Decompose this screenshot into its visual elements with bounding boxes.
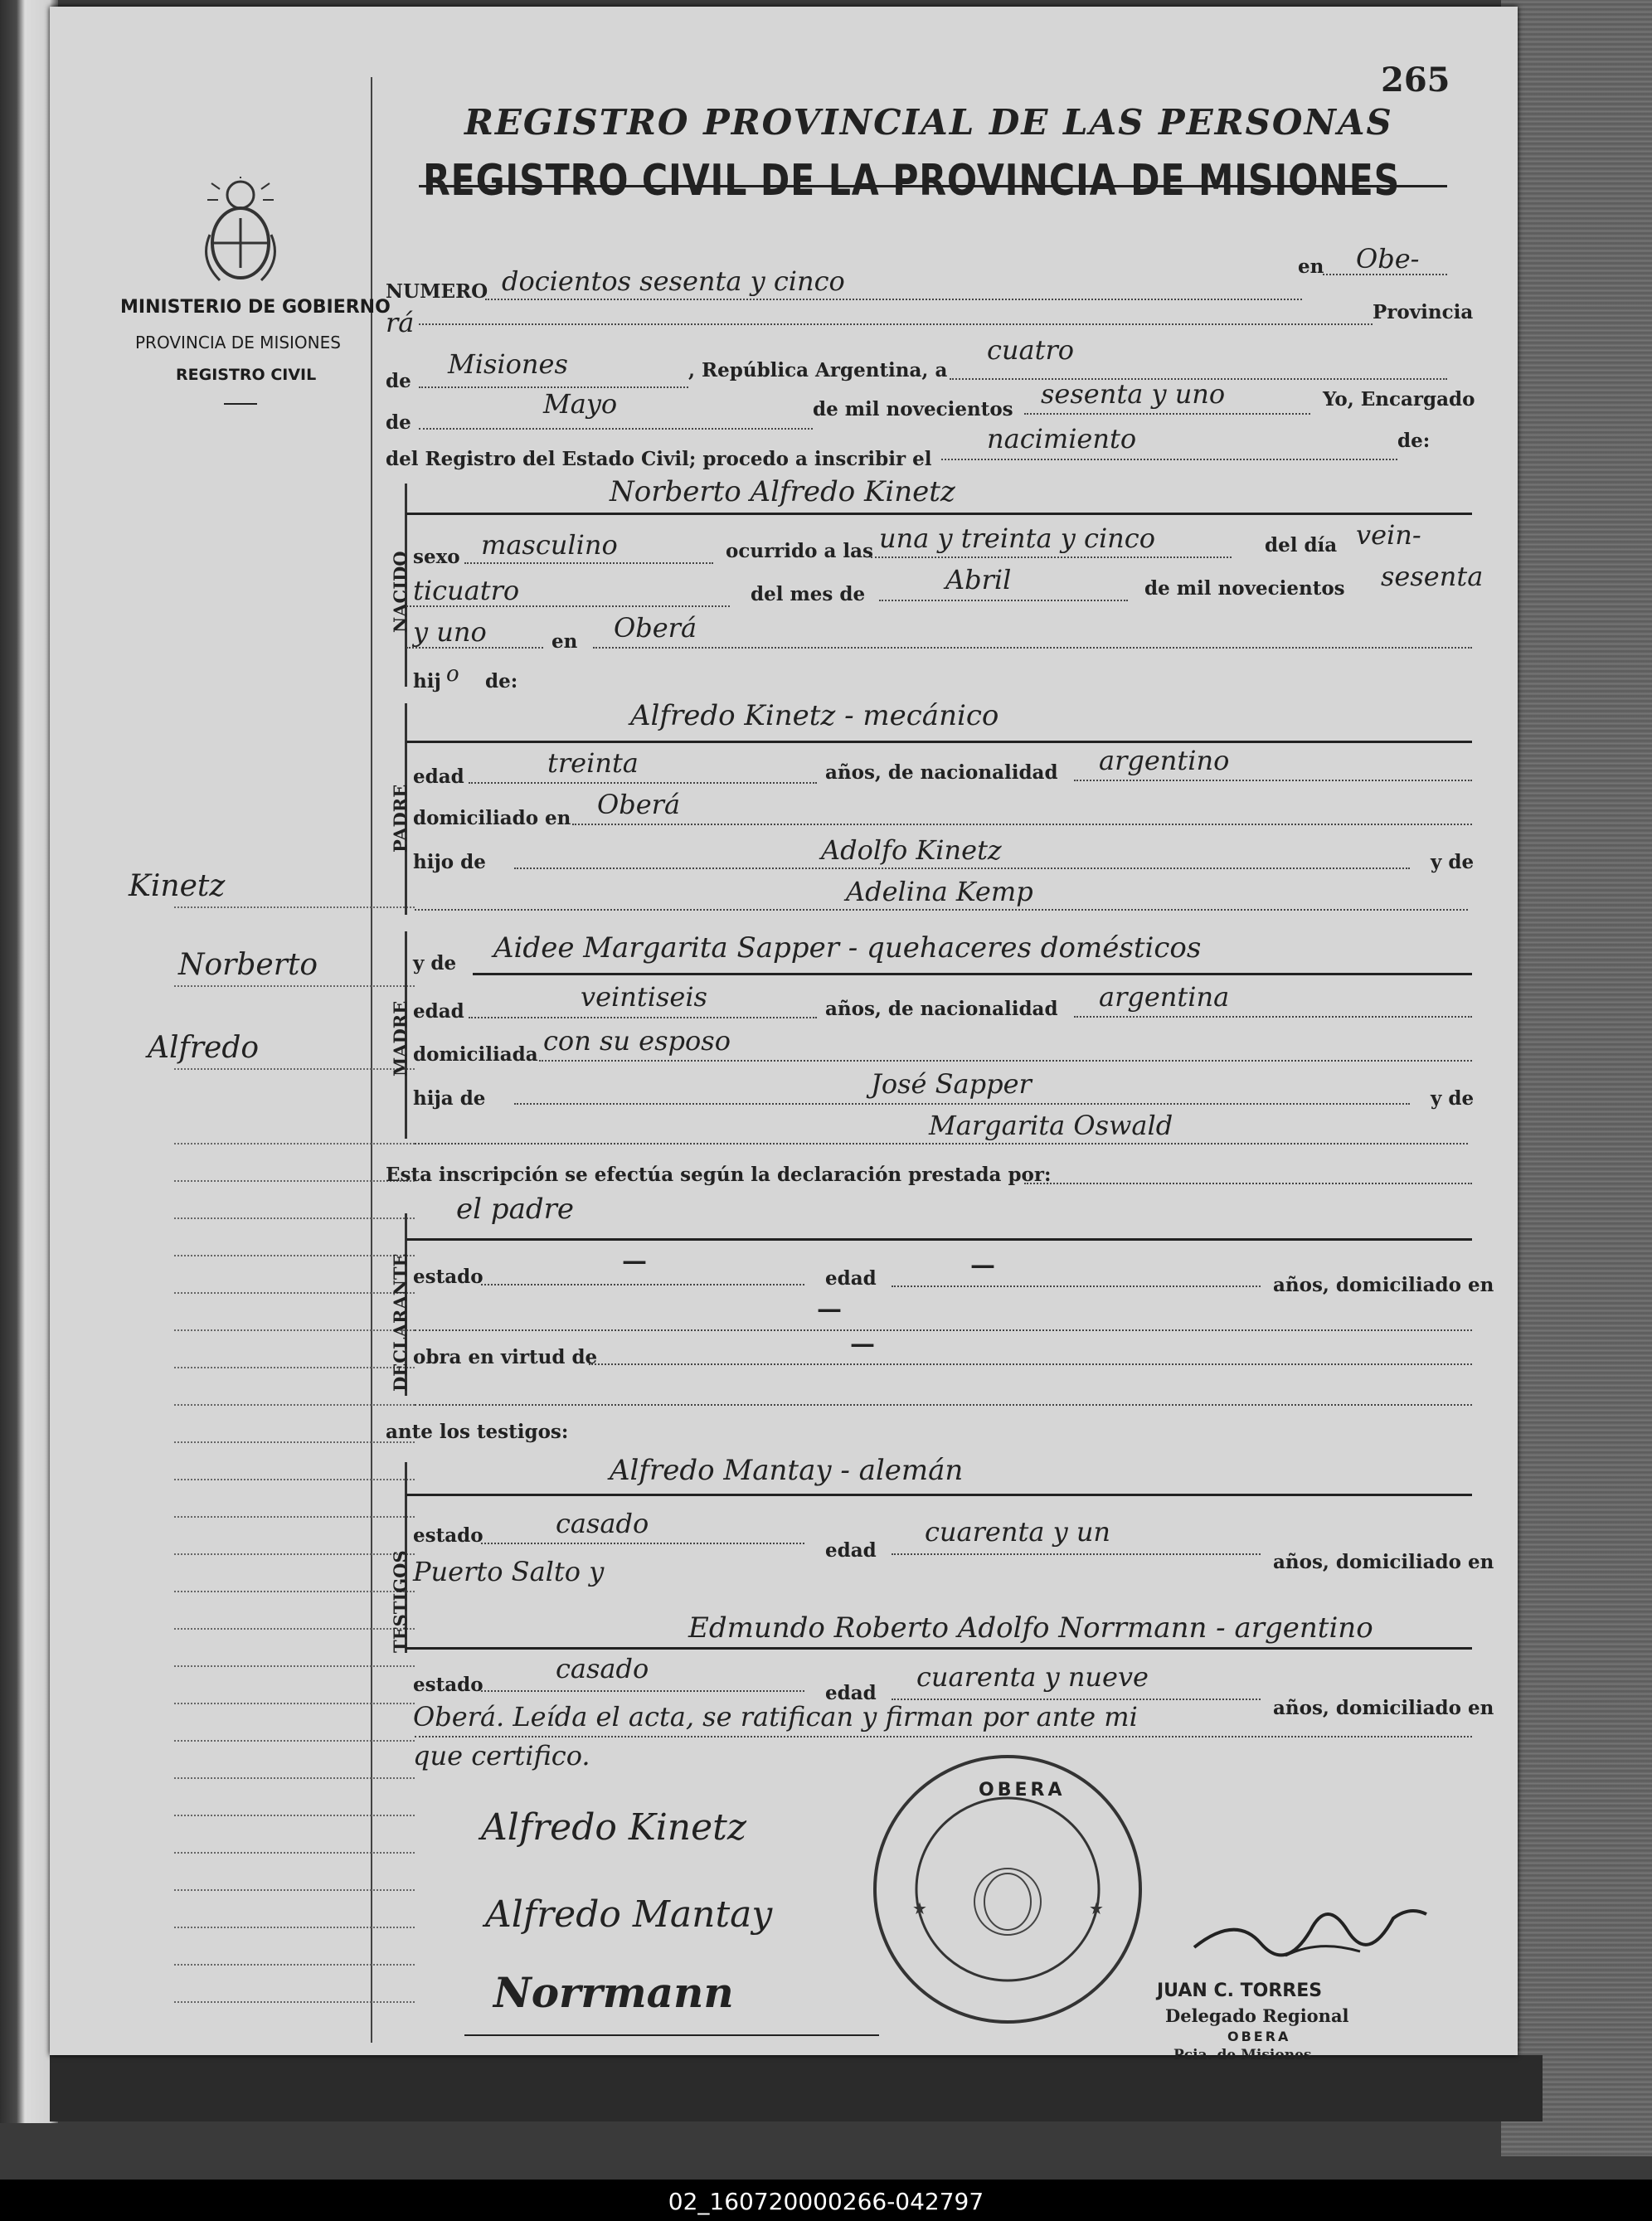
value-abuelo-p: Adolfo Kinetz [821,834,1002,866]
field-line [1074,780,1472,781]
field-line [485,299,1302,300]
value-cierre: que certifico. [413,1740,590,1771]
field-line [539,1060,1472,1062]
field-line [593,647,1472,649]
value-declarante: el padre [456,1193,574,1226]
sidebar-line [174,1628,415,1630]
sidebar-line [174,1441,415,1443]
label-padre-nac: años, de nacionalidad [825,761,1058,784]
field-line [419,323,1373,325]
header-stamp-title: REGISTRO PROVINCIAL DE LAS PERSONAS [464,102,1393,143]
sidebar-line [174,1404,415,1406]
field-line [406,605,730,607]
label-yo-encargado: Yo, Encargado [1323,388,1475,411]
field-line [514,868,1410,869]
register-page [50,7,1518,2063]
header-strike [419,185,1447,187]
label-decl-edad: edad [825,1267,877,1290]
field-line-solid [406,741,1472,743]
section-label-madre: MADRE [390,1000,411,1076]
sidebar-divider [224,403,257,405]
value-dia-nac1: vein- [1356,519,1421,551]
label-en-nac: en [551,630,578,653]
field-line [1074,1016,1472,1018]
sidebar-line [174,1367,415,1368]
field-line [481,1284,804,1285]
value-mes: Mayo [543,388,618,420]
value-test1-edad: cuarenta y un [925,1516,1111,1548]
label-de-mil: de mil novecientos [813,398,1013,420]
signature-underline [464,2034,879,2036]
value-test2-edad: cuarenta y nueve [916,1661,1149,1693]
footer-id: 02_160720000266-042797 [668,2188,984,2215]
field-line [892,1553,1261,1555]
field-line [1024,1183,1472,1184]
field-line [406,647,543,649]
sidebar-line [174,1516,415,1518]
value-padre-nombre: Alfredo Kinetz - mecánico [630,699,999,732]
value-mes-nac: Abril [945,564,1012,595]
label-de-padres: de: [485,670,518,693]
field-line [481,1690,804,1692]
book-edge-right [1501,0,1652,2156]
value-test1-estado: casado [556,1508,649,1539]
sidebar-line [174,1143,415,1145]
label-test2-estado: estado [413,1674,483,1696]
field-line [469,1017,817,1018]
sidebar-given-name-1: Norberto [178,948,318,982]
value-test2-estado: casado [556,1653,649,1684]
ministry-label: MINISTERIO DE GOBIERNO [120,297,391,318]
label-en: en [1298,255,1324,278]
field-line [589,1363,1472,1365]
sidebar-line [174,1852,415,1854]
label-de-mil-nac: de mil novecientos [1144,577,1345,600]
field-line [941,459,1397,460]
sidebar-line [174,1255,415,1256]
label-de-provincia: de [386,370,411,392]
sidebar-line [174,1329,415,1331]
label-y-de-p: y de [1431,851,1475,873]
value-test1-dom: Puerto Salto y [413,1556,605,1587]
sidebar-line [174,1740,415,1742]
label-ocurrido: ocurrido a las [726,540,873,562]
value-dia: cuatro [987,334,1075,366]
label-hija-de: hija de [413,1087,486,1110]
official-name: JUAN C. TORRES [1157,1980,1323,2001]
official-city: OBERA [1227,2029,1291,2044]
header-printed-title: REGISTRO CIVIL DE LA PROVINCIA DE MISIONES [423,156,1401,206]
sidebar-line [174,1479,415,1480]
sidebar-line [174,1889,415,1891]
field-line [415,1329,1472,1331]
field-line [892,1285,1261,1287]
value-test2-dom: Oberá. Leída el acta, se ratifican y firman por ante mi [413,1701,1138,1733]
section-label-nacido: NACIDO [390,551,411,633]
label-madre-nac: años, de nacionalidad [825,998,1058,1020]
label-numero: NUMERO [386,280,488,303]
sidebar-line [174,1180,415,1182]
sidebar-line [174,2001,415,2003]
field-line [415,1404,1472,1406]
label-test2-dom: años, domiciliado en [1273,1697,1494,1719]
value-provincia: Misiones [448,348,568,380]
label-republica: , República Argentina, a [688,359,948,382]
label-del-dia: del día [1265,534,1338,556]
value-abuela-p: Adelina Kemp [846,876,1033,907]
value-anio: sesenta y uno [1041,378,1226,410]
label-decl-dom: años, domiciliado en [1273,1274,1494,1296]
value-abuela-m: Margarita Oswald [929,1110,1173,1141]
field-line [572,824,1472,825]
seal-city: OBERA [979,1780,1066,1801]
office-label: REGISTRO CIVIL [176,366,317,384]
value-testigo1: Alfredo Mantay - alemán [610,1454,964,1487]
svg-text:★: ★ [912,1898,927,1918]
field-line-solid [473,973,1472,975]
value-dia-nac2: ticuatro [413,575,520,606]
value-lugar1: Obe- [1356,243,1420,275]
label-padre-edad: edad [413,765,464,788]
value-padre-edad: treinta [547,747,639,779]
label-hijo: hij [413,670,441,693]
label-decl-estado: estado [413,1266,483,1288]
label-del-mes: del mes de [751,583,866,605]
value-padre-nac: argentino [1099,745,1230,776]
official-province: Pcia. de Misiones [1173,2047,1312,2063]
value-anio-nac2: y uno [413,616,487,648]
label-test2-edad: edad [825,1682,877,1704]
label-padre-dom: domiciliado en [413,807,571,829]
field-line [415,1736,1472,1737]
sidebar-line [174,1553,415,1555]
value-madre-dom: con su esposo [543,1025,731,1057]
label-obra: obra en virtud de [413,1346,598,1368]
field-line [481,1543,804,1544]
value-nacido-nombre: Norberto Alfredo Kinetz [610,475,955,508]
field-line-solid [406,1238,1472,1241]
value-madre-nombre: Aidee Margarita Sapper - quehaceres domésticos [493,931,1202,965]
field-line [415,909,1468,911]
value-madre-nac: argentina [1099,981,1230,1013]
svg-text:★: ★ [1089,1898,1104,1918]
value-testigo2: Edmundo Roberto Adolfo Norrmann - argentino [688,1611,1373,1645]
value-sexo: masculino [481,529,618,561]
value-lugar2: rá [386,307,415,338]
value-abuelo-m: José Sapper [871,1068,1032,1100]
label-de-colon: de: [1397,430,1431,452]
field-line-solid [406,1647,1472,1650]
label-madre-edad: edad [413,1000,464,1023]
value-lugar-nac: Oberá [614,612,697,644]
value-hora: una y treinta y cinco [879,522,1155,554]
sidebar-line [174,1292,415,1294]
field-line [1323,274,1447,275]
value-madre-edad: veintiseis [581,981,707,1013]
field-line [871,556,1232,558]
official-title: Delegado Regional [1165,2005,1349,2026]
sidebar-given-name-2: Alfredo [148,1031,260,1065]
label-del-registro: del Registro del Estado Civil; procedo a inscribir el [386,448,932,470]
field-line [879,600,1128,601]
sidebar-line [174,1591,415,1592]
sidebar-line [174,1703,415,1704]
footer-bar [0,2180,1652,2221]
value-decl-edad-dash: — [970,1251,995,1280]
label-madre-dom: domiciliada [413,1043,538,1066]
page-shadow [50,2055,1543,2121]
field-line [415,1143,1468,1145]
value-decl-estado-dash: — [622,1247,647,1276]
label-esta-inscripcion: Esta inscripción se efectúa según la declaración prestada por: [386,1164,1052,1186]
official-signature-scribble [1186,1881,1435,1972]
field-line [892,1699,1261,1700]
value-anio-nac1: sesenta [1381,561,1484,592]
sidebar-line [174,1964,415,1966]
section-label-padre: PADRE [390,784,411,853]
field-line [419,428,813,430]
signature-3: Norrmann [493,1968,734,2017]
sidebar-line [174,1927,415,1928]
field-line [514,1103,1410,1105]
margin-rule [371,77,372,2043]
sidebar-line [174,1815,415,1816]
coat-of-arms-icon [195,177,286,284]
sidebar-line [174,906,415,908]
label-provincia: Provincia [1373,301,1474,323]
label-test1-estado: estado [413,1524,483,1547]
label-y-de-m: y de [1431,1087,1475,1110]
field-line-solid [406,513,1472,515]
section-label-testigos: TESTIGOS [390,1550,411,1653]
label-y-de-madre: y de [413,952,457,974]
label-de-mes: de [386,411,411,434]
field-line-solid [406,1494,1472,1496]
value-decl-dom-dash: — [817,1295,842,1324]
sidebar-line [174,985,415,987]
value-padre-dom: Oberá [597,789,681,820]
sidebar-surname: Kinetz [129,869,226,903]
value-acto: nacimiento [987,423,1137,454]
sidebar-line [174,1068,415,1070]
field-line [469,782,817,784]
province-label: PROVINCIA DE MISIONES [135,333,341,352]
signature-2: Alfredo Mantay [485,1893,773,1936]
value-numero: docientos sesenta y cinco [502,265,845,297]
value-hijo-sufijo: o [446,662,459,687]
label-hijo-de: hijo de [413,851,486,873]
signature-1: Alfredo Kinetz [481,1806,747,1849]
sidebar-line [174,1777,415,1779]
label-ante-testigos: ante los testigos: [386,1421,569,1443]
field-line [464,562,713,564]
label-test1-edad: edad [825,1539,877,1562]
field-line [1024,413,1310,415]
page-number: 265 [1381,61,1450,100]
value-obra-dash: — [850,1329,875,1358]
label-test1-dom: años, domiciliado en [1273,1551,1494,1573]
sidebar-line [174,1665,415,1667]
label-sexo: sexo [413,546,460,568]
sidebar-line [174,1217,415,1219]
section-label-declarante: DECLARANTE [390,1253,411,1392]
